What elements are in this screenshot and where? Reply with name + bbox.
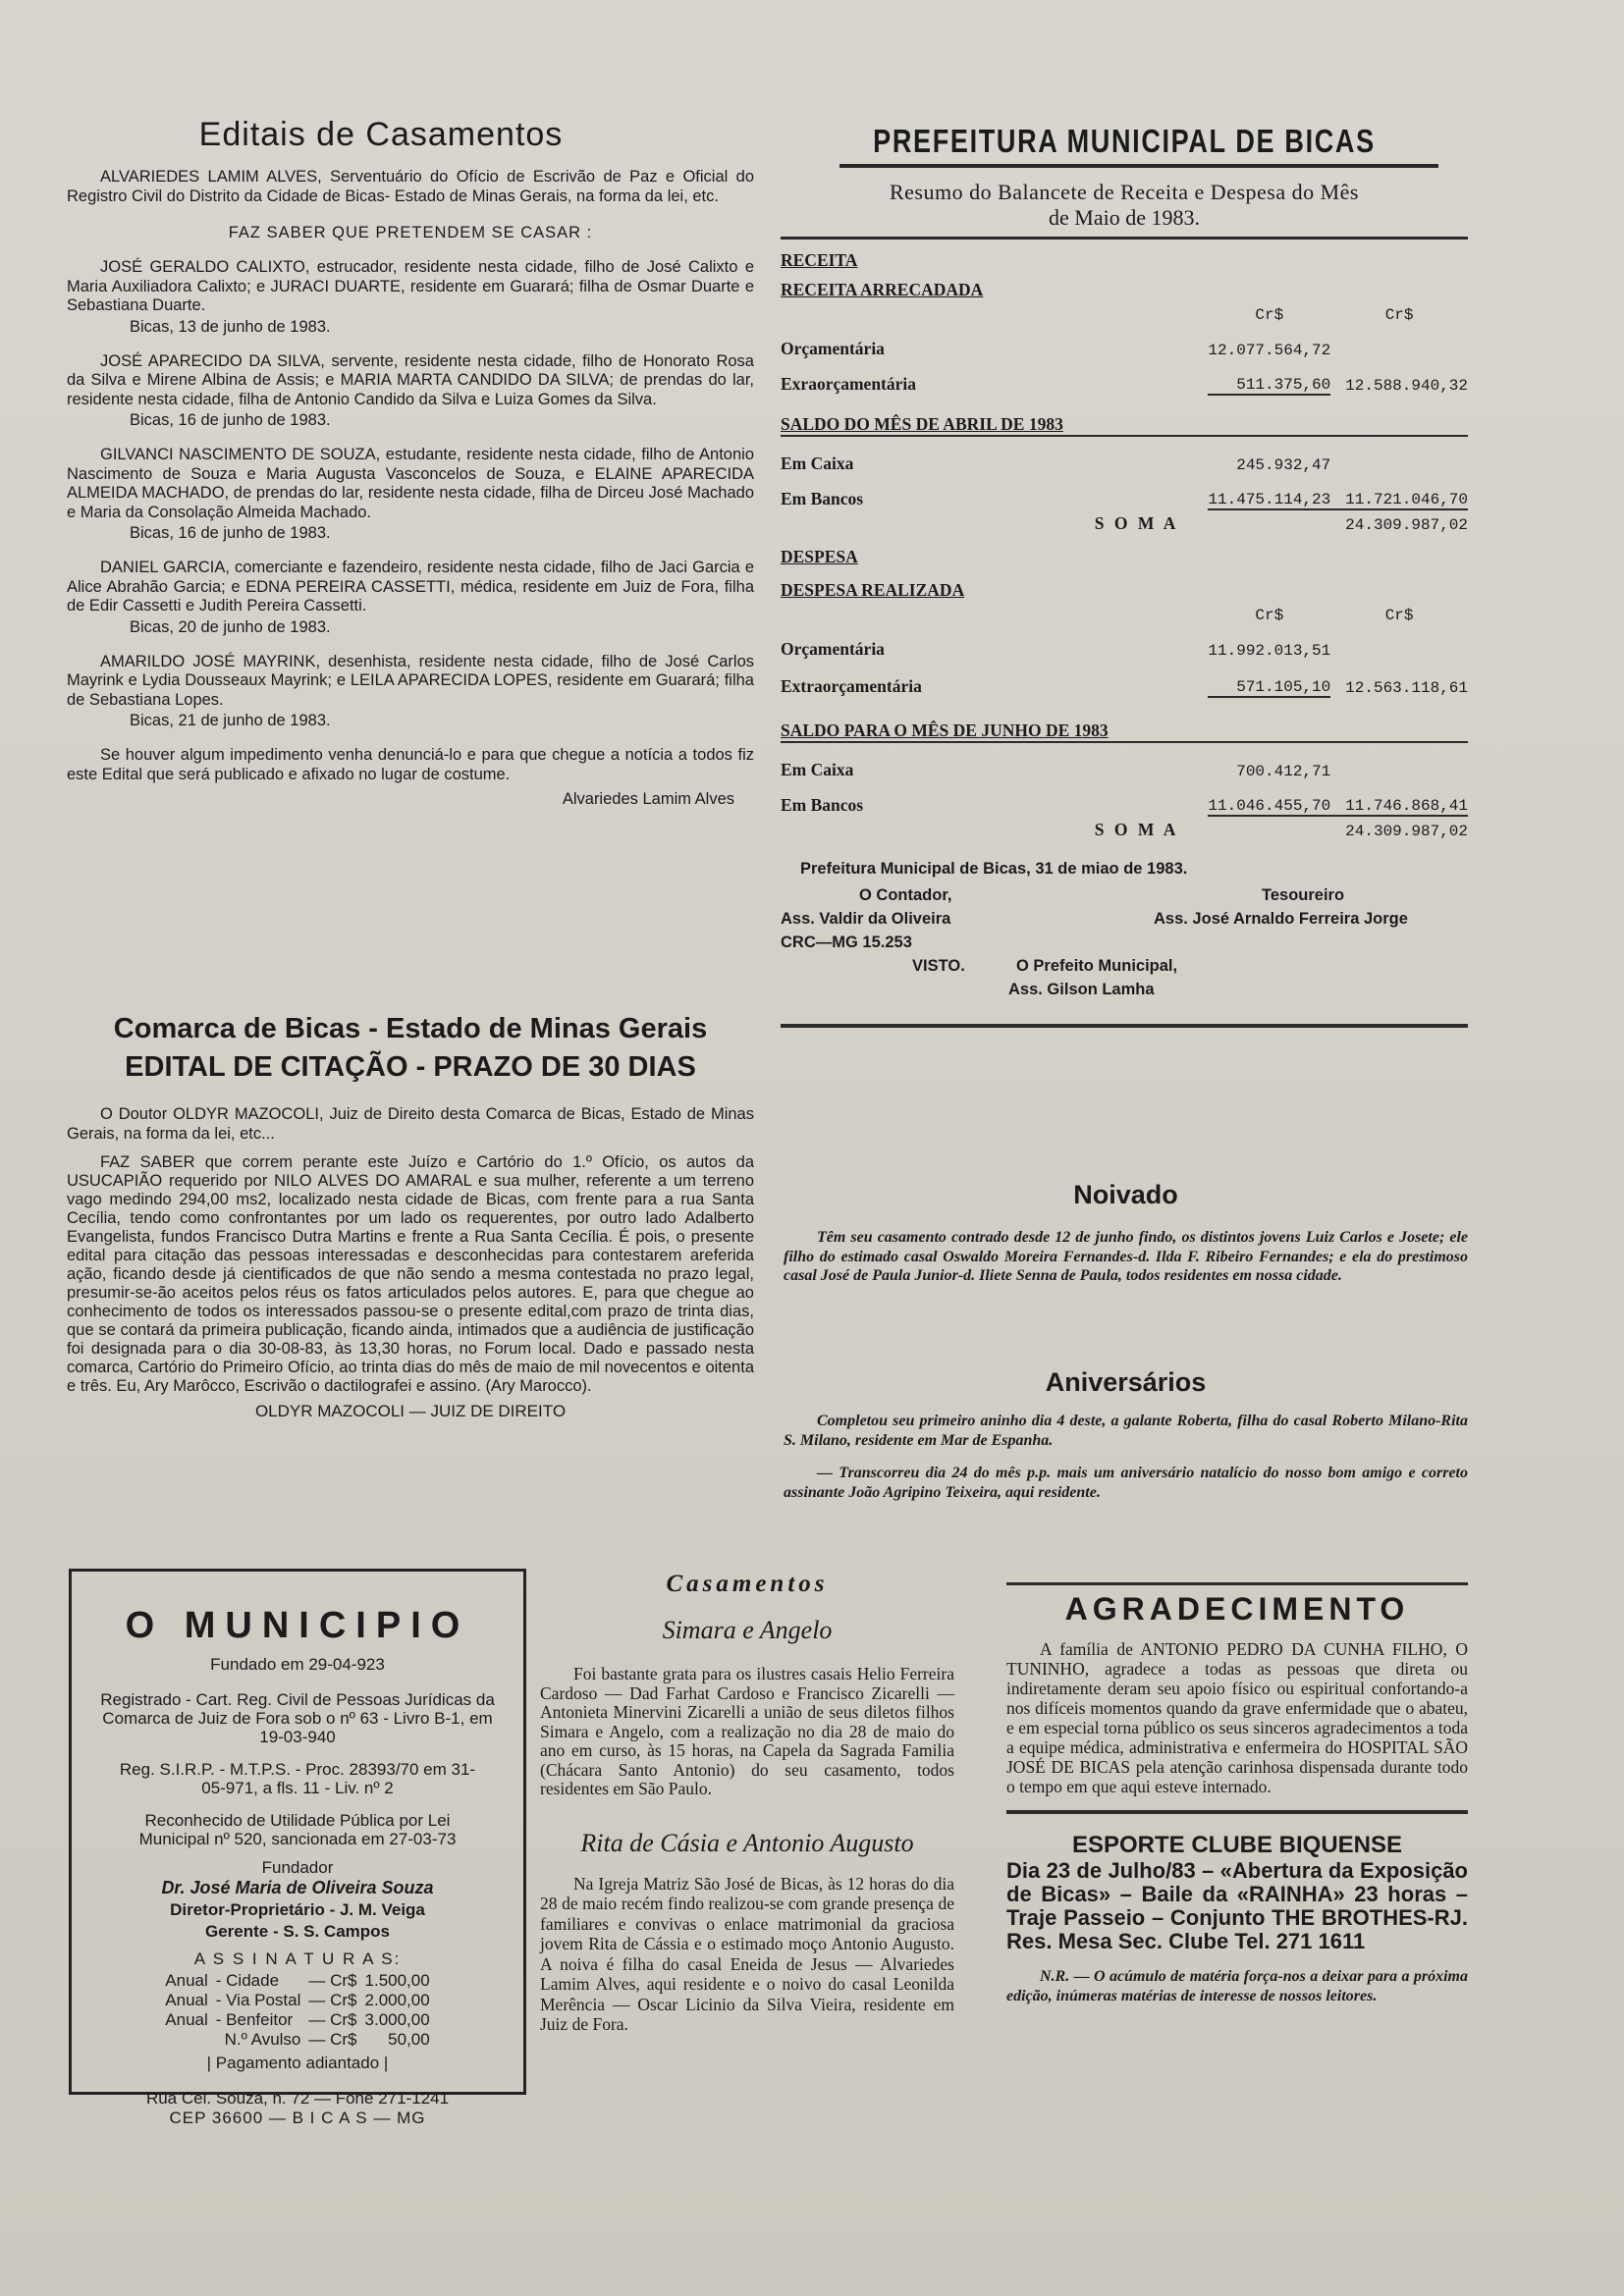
- cell: [161, 2030, 211, 2050]
- comarca-paragraph-2: FAZ SABER que correm perante este Juízo e Cartório do 1.º Ofício, os autos da USUCAPIÃO requerido por NILO ALVES DO AMARAL e sua mulher, referente a um terreno vago medindo 294,00 ms2, localizado nesta cidade de Bicas, com frente para a rua Santa Cecília, tendo como confrontantes por um lado os requerentes, por outro lado Adalberto Evangelista, fundos Francisco Dutra Martins e frente a Rua Santa Cecília. É pois, o presente edital para citação das pessoas interessadas e desconhecidas para contestarem areferida ação, ficando desde já cientificados de que não sendo a mesma contestada no prazo legal, presumir-se-ão aceitos pelos réus os fatos articulados pelos autores. E, para que chegue ao conhecimento de todos os interessados passou-se o presente edital,com prazo de trinta dias, que se contará da primeira publicação, ficando ainda, intimados que a audiência de justificação foi designada para o dia 30-08-83, às 13,30 horas, no Forum local. Dado e passado nesta comarca, Cartório do Primeiro Ofício, ao trinta dias do mês de maio de mil novecentos e oitenta e três. Eu, Ary Marôcco, Escrivão o dactilografei e assino. (Ary Marocco).: [67, 1153, 754, 1395]
- agradecimento-title: AGRADECIMENTO: [1064, 1591, 1410, 1627]
- visto-label: VISTO.: [912, 957, 965, 975]
- edital-entry: [67, 446, 754, 543]
- receita-extra-value: 511.375,60: [1208, 359, 1330, 395]
- cell: - Benfeitor: [215, 2010, 294, 2029]
- casamentos-section: [540, 1571, 954, 2035]
- edital-entry-date: Bicas, 16 de junho de 1983.: [130, 411, 331, 429]
- edital-entry: [67, 258, 754, 337]
- cep: CEP 36600 — B I C A S — MG: [169, 2109, 426, 2127]
- noivado-title: Noivado: [1073, 1180, 1178, 1209]
- editais-signature: Alvariedes Lamim Alves: [562, 790, 734, 808]
- receita-orcamentaria-value: 12.077.564,72: [1208, 342, 1331, 359]
- receita-total-value: 12.588.940,32: [1345, 377, 1468, 395]
- divider: [1006, 1582, 1468, 1585]
- noivado-text: Têm seu casamento contrado desde 12 de junho findo, os distintos jovens Luiz Carlos e Josete; ele filho do estimado casal Oswaldo Moreira Fernandes-d. Ilda F. Ribeiro Fernandes; e ela do prestimoso casal José de Paula Junior-d. Iliete Senna de Paula, todos residentes em nossa cidade.: [784, 1229, 1468, 1284]
- gerente: Gerente - S. S. Campos: [205, 1922, 390, 1941]
- contador-name: Ass. Valdir da Oliveira: [781, 910, 951, 928]
- cell: 2.000,00: [364, 1991, 430, 2009]
- row-label: Em Caixa: [781, 454, 854, 473]
- receita-header: RECEITA: [781, 250, 858, 270]
- balancete-table: [781, 247, 1468, 840]
- cell: N.º Avulso: [224, 2030, 301, 2049]
- utilidade: Reconhecido de Utilidade Pública por Lei Municipal nº 520, sancionada em 27-03-73: [138, 1811, 457, 1848]
- cell: — Cr$: [308, 2010, 357, 2029]
- edital-entry: [67, 352, 754, 431]
- prefeito-title: O Prefeito Municipal,: [1016, 957, 1178, 975]
- editais-closing: Se houver algum impedimento venha denunciá-lo e para que chegue a notícia a todos fiz este Edital que será publicado e afixado no lugar de costume.: [67, 746, 754, 783]
- comarca-section: [67, 1013, 754, 1421]
- edital-entry: [67, 653, 754, 731]
- aniversarios-section: [784, 1367, 1468, 1502]
- despesa-realizada-header: DESPESA REALIZADA: [781, 580, 965, 600]
- signatures: [781, 886, 1468, 1004]
- edital-entry-text: JOSÉ APARECIDO DA SILVA, servente, residente nesta cidade, filho de Honorato Rosa da Silva e Mirene Albina de Assis; e MARIA MARTA CANDIDO DA SILVA; de prendas do lar, residente nesta cidade, filha de Antonio Candido da Silva e Luiza Gomes da Silva.: [67, 351, 754, 408]
- cell: — Cr$: [308, 1971, 357, 1990]
- soma-label: S O M A: [1094, 513, 1179, 533]
- casamento-heading-2: Rita de Cásia e Antonio Augusto: [580, 1828, 914, 1857]
- saldo-junho-header: [781, 697, 1468, 742]
- agradecimento-text: A família de ANTONIO PEDRO DA CUNHA FILHO, O TUNINHO, agradece a todas as pessoas que direta ou indiretamente deram seu apoio físico ou espiritual confortando-a nos difíceis momentos quando da grave enfermidade que o abateu, e em especial torna público os seus sinceros agradecimentos a toda a equipe médica, administrativa e enfermeira do HOSPITAL SÃO JOSÉ DE BICAS pela atenção carinhosa dispensada durante todo o tempo em que aqui esteve internado.: [1006, 1639, 1468, 1796]
- despesa-extra-value: 571.105,10: [1208, 660, 1330, 697]
- comarca-title: Comarca de Bicas - Estado de Minas Gerais: [113, 1013, 708, 1044]
- edital-entry-text: GILVANCI NASCIMENTO DE SOUZA, estudante, residente nesta cidade, filho de Antonio Nascimento de Souza e Maria Augusta Vasconcelos de Souza, e ELAINE APARECIDA ALMEIDA MACHADO, de prendas do lar, residente nesta cidade, filha de Dirceu José Machado e Maria da Consolação Almeida Machado.: [67, 446, 754, 521]
- row-label: Orçamentária: [781, 339, 885, 358]
- casamento-heading-1: Simara e Angelo: [662, 1616, 833, 1644]
- row-label: Em Bancos: [781, 795, 864, 815]
- receita-arrecadada-header: RECEITA ARRECADADA: [781, 280, 984, 299]
- noivado-section: [784, 1180, 1468, 1286]
- row-label: Em Caixa: [781, 760, 854, 779]
- junho-total-value: 11.746.868,41: [1345, 797, 1468, 815]
- casamento-text-1: Foi bastante grata para os ilustres casais Helio Ferreira Cardoso — Dad Farhat Cardoso e Francisco Zicarelli — Antonieta Minervini Zicarelli a união de seus diletos filhos Simara e Angelo, com a realização no dia 28 de maio do ano em curso, às 15 horas, na Capela da Sagrada Familia (Chácara Santo Antonio) do seu casamento, todos residentes em São Paulo.: [540, 1664, 954, 1798]
- sirp: Reg. S.I.R.P. - M.T.P.S. - Proc. 28393/70 em 31-05-971, a fls. 11 - Liv. nº 2: [119, 1760, 476, 1797]
- row-label: Extraorçamentária: [781, 676, 922, 696]
- saldo-abril-header: [781, 395, 1468, 436]
- citacao-title: EDITAL DE CITAÇÃO - PRAZO DE 30 DIAS: [125, 1051, 696, 1083]
- currency-label: Cr$: [1255, 306, 1284, 324]
- table-row: [161, 1971, 433, 1991]
- faz-saber-line: FAZ SABER QUE PRETENDEM SE CASAR :: [228, 224, 593, 241]
- subscription-table: [161, 1971, 433, 2050]
- soma-value: 24.309.987,02: [1208, 509, 1468, 534]
- currency-label: Cr$: [1384, 607, 1414, 624]
- edital-entry-text: DANIEL GARCIA, comerciante e fazendeiro, residente nesta cidade, filho de Jaci Garcia e Alice Abrahão Garcia; e EDNA PEREIRA CASSETTI, médica, residente em Juiz de Fora, filha de Edir Cassetti e Judith Pereira Cassetti.: [67, 559, 754, 614]
- cell: 3.000,00: [364, 2010, 430, 2029]
- despesa-total-value: 12.563.118,61: [1345, 679, 1468, 697]
- row-label: Em Bancos: [781, 489, 864, 508]
- comarca-paragraph-1: O Doutor OLDYR MAZOCOLI, Juiz de Direito desta Comarca de Bicas, Estado de Minas Gerais, na forma da lei, etc...: [67, 1105, 754, 1143]
- soma-label: S O M A: [1094, 820, 1179, 839]
- casamentos-title: Casamentos: [666, 1571, 829, 1597]
- soma-value: 24.309.987,02: [1208, 816, 1468, 840]
- diretor: Diretor-Proprietário - J. M. Veiga: [170, 1900, 425, 1919]
- esporte-text: Dia 23 de Julho/83 – «Abertura da Exposição de Bicas» – Baile da «RAINHA» 23 horas – Traje Passeio – Conjunto THE BROTHES-RJ. Res. Mesa Sec. Clube Tel. 271 1611: [1006, 1858, 1468, 1953]
- edital-entry-text: AMARILDO JOSÉ MAYRINK, desenhista, residente nesta cidade, filho de José Carlos Mayrink e Lydia Dousseaux Mayrink; e LEILA APARECIDA LOPES, residente em Guarará; filha de Sebastiana Lopes.: [67, 652, 754, 709]
- masthead-title: O MUNICIPIO: [125, 1605, 470, 1646]
- fundado: Fundado em 29-04-923: [210, 1655, 385, 1674]
- divider: [781, 237, 1468, 240]
- contador-crc: CRC—MG 15.253: [781, 934, 912, 951]
- edital-entry: [67, 559, 754, 637]
- abril-caixa-value: 245.932,47: [1236, 456, 1331, 474]
- row-label: Orçamentária: [781, 639, 885, 659]
- abril-bancos-value: 11.475.114,23: [1208, 491, 1331, 508]
- currency-label: Cr$: [1384, 306, 1414, 324]
- saldo-junho-label: SALDO PARA O MÊS DE JUNHO DE 1983: [781, 721, 1109, 740]
- agradecimento-section: [1006, 1582, 1468, 2006]
- editais-section: [67, 116, 754, 809]
- despesa-header: DESPESA: [781, 547, 858, 566]
- assinaturas-header: A S S I N A T U R A S:: [193, 1949, 402, 1968]
- casamento-text-2: Na Igreja Matriz São José de Bicas, às 12 horas do dia 28 de maio recém findo realizou-se com grande presença de familiares e convivas o enlace matrimonial da graciosa jovem Rita de Cássia e o estimado moço Antonio Augusto. A noiva é filha do casal Eneida de Jesus — Alvariedes Lamim Alves, aqui residente e o noivo do casal Leonilda Merência — Oscar Licinio da Silva Vieira, residente em Juiz de Fora.: [540, 1873, 954, 2034]
- editais-intro: ALVARIEDES LAMIM ALVES, Serventuário do Ofício de Escrivão de Paz e Oficial do Registro Civil do Distrito da Cidade de Bicas- Estado de Minas Gerais, na forma da lei, etc.: [67, 168, 754, 205]
- cell: 1.500,00: [364, 1971, 430, 1990]
- aniversarios-p1: Completou seu primeiro aninho dia 4 deste, a galante Roberta, filha do casal Roberto Milano-Rita S. Milano, residente em Mar de Espanha.: [784, 1413, 1468, 1449]
- prefeito-name: Ass. Gilson Lamha: [1008, 981, 1155, 998]
- cell: — Cr$: [308, 2030, 357, 2049]
- prefeitura-section: [781, 123, 1468, 1028]
- edital-entry-date: Bicas, 21 de junho de 1983.: [130, 712, 331, 729]
- prefeitura-place-date: Prefeitura Municipal de Bicas, 31 de miao de 1983.: [800, 860, 1188, 878]
- tesoureiro-name: Ass. José Arnaldo Ferreira Jorge: [1154, 910, 1408, 928]
- cell: - Cidade: [215, 1971, 280, 1990]
- masthead-box: [69, 1569, 526, 2127]
- cell: Anual: [165, 1991, 208, 2009]
- tesoureiro-title: Tesoureiro: [1262, 886, 1345, 904]
- cell: — Cr$: [308, 1991, 357, 2009]
- junho-bancos-value: 11.046.455,70: [1208, 797, 1331, 815]
- title-rule: [839, 164, 1438, 168]
- prefeitura-title: PREFEITURA MUNICIPAL DE BICAS: [873, 123, 1376, 159]
- row-label: Exraorçamentária: [781, 374, 917, 394]
- table-row: [161, 1991, 433, 2010]
- aniversarios-p2: — Transcorreu dia 24 do mês p.p. mais um aniversário natalício do nosso bom amigo e correto assinante João Agripino Teixeira, aqui residente.: [784, 1465, 1468, 1501]
- balancete-subtitle: Resumo do Balancete de Receita e Despesa do Mês: [889, 180, 1359, 204]
- comarca-signature: OLDYR MAZOCOLI — JUIZ DE DIREITO: [254, 1402, 567, 1420]
- pagamento: | Pagamento adiantado |: [206, 2054, 389, 2072]
- nota-redacao: N.R. — O acúmulo de matéria força-nos a deixar para a próxima edição, inúmeras matérias de interesse de nossos leitores.: [1006, 1968, 1468, 2004]
- aniversarios-title: Aniversários: [1045, 1367, 1207, 1397]
- saldo-abril-label: SALDO DO MÊS DE ABRIL DE 1983: [781, 414, 1063, 434]
- table-row: [161, 2030, 433, 2050]
- table-row: [161, 2010, 433, 2030]
- junho-caixa-value: 700.412,71: [1236, 763, 1331, 780]
- contador-title: O Contador,: [859, 886, 952, 904]
- edital-entry-date: Bicas, 16 de junho de 1983.: [130, 524, 331, 542]
- edital-entry-date: Bicas, 13 de junho de 1983.: [130, 317, 331, 336]
- registro: Registrado - Cart. Reg. Civil de Pessoas Jurídicas da Comarca de Juiz de Fora sob o nº 63 - Livro B-1, em 19-03-940: [100, 1690, 495, 1746]
- fundador-label: Fundador: [261, 1858, 334, 1877]
- edital-entry-text: JOSÉ GERALDO CALIXTO, estrucador, residente nesta cidade, filho de José Calixto e Maria Auxiliadora Calixto; e JURACI DUARTE, residente em Guarará; filha de Osmar Duarte e Sebastiana Duarte.: [67, 258, 754, 314]
- divider: [1006, 1810, 1468, 1814]
- editais-title: Editais de Casamentos: [198, 116, 564, 153]
- despesa-orcamentaria-value: 11.992.013,51: [1208, 642, 1331, 660]
- cell: 50,00: [388, 2030, 430, 2049]
- abril-total-value: 11.721.046,70: [1345, 491, 1468, 508]
- balancete-subtitle-2: de Maio de 1983.: [1049, 205, 1200, 230]
- cell: Anual: [165, 2010, 208, 2029]
- divider: [781, 1024, 1468, 1028]
- endereco: Rua Cel. Souza, n. 72 — Fone 271-1241: [145, 2089, 450, 2108]
- edital-entry-date: Bicas, 20 de junho de 1983.: [130, 617, 331, 636]
- currency-label: Cr$: [1255, 607, 1284, 624]
- cell: - Via Postal: [215, 1991, 301, 2009]
- cell: Anual: [165, 1971, 208, 1990]
- esporte-title: ESPORTE CLUBE BIQUENSE: [1071, 1832, 1403, 1858]
- fundador-name: Dr. José Maria de Oliveira Souza: [161, 1878, 434, 1897]
